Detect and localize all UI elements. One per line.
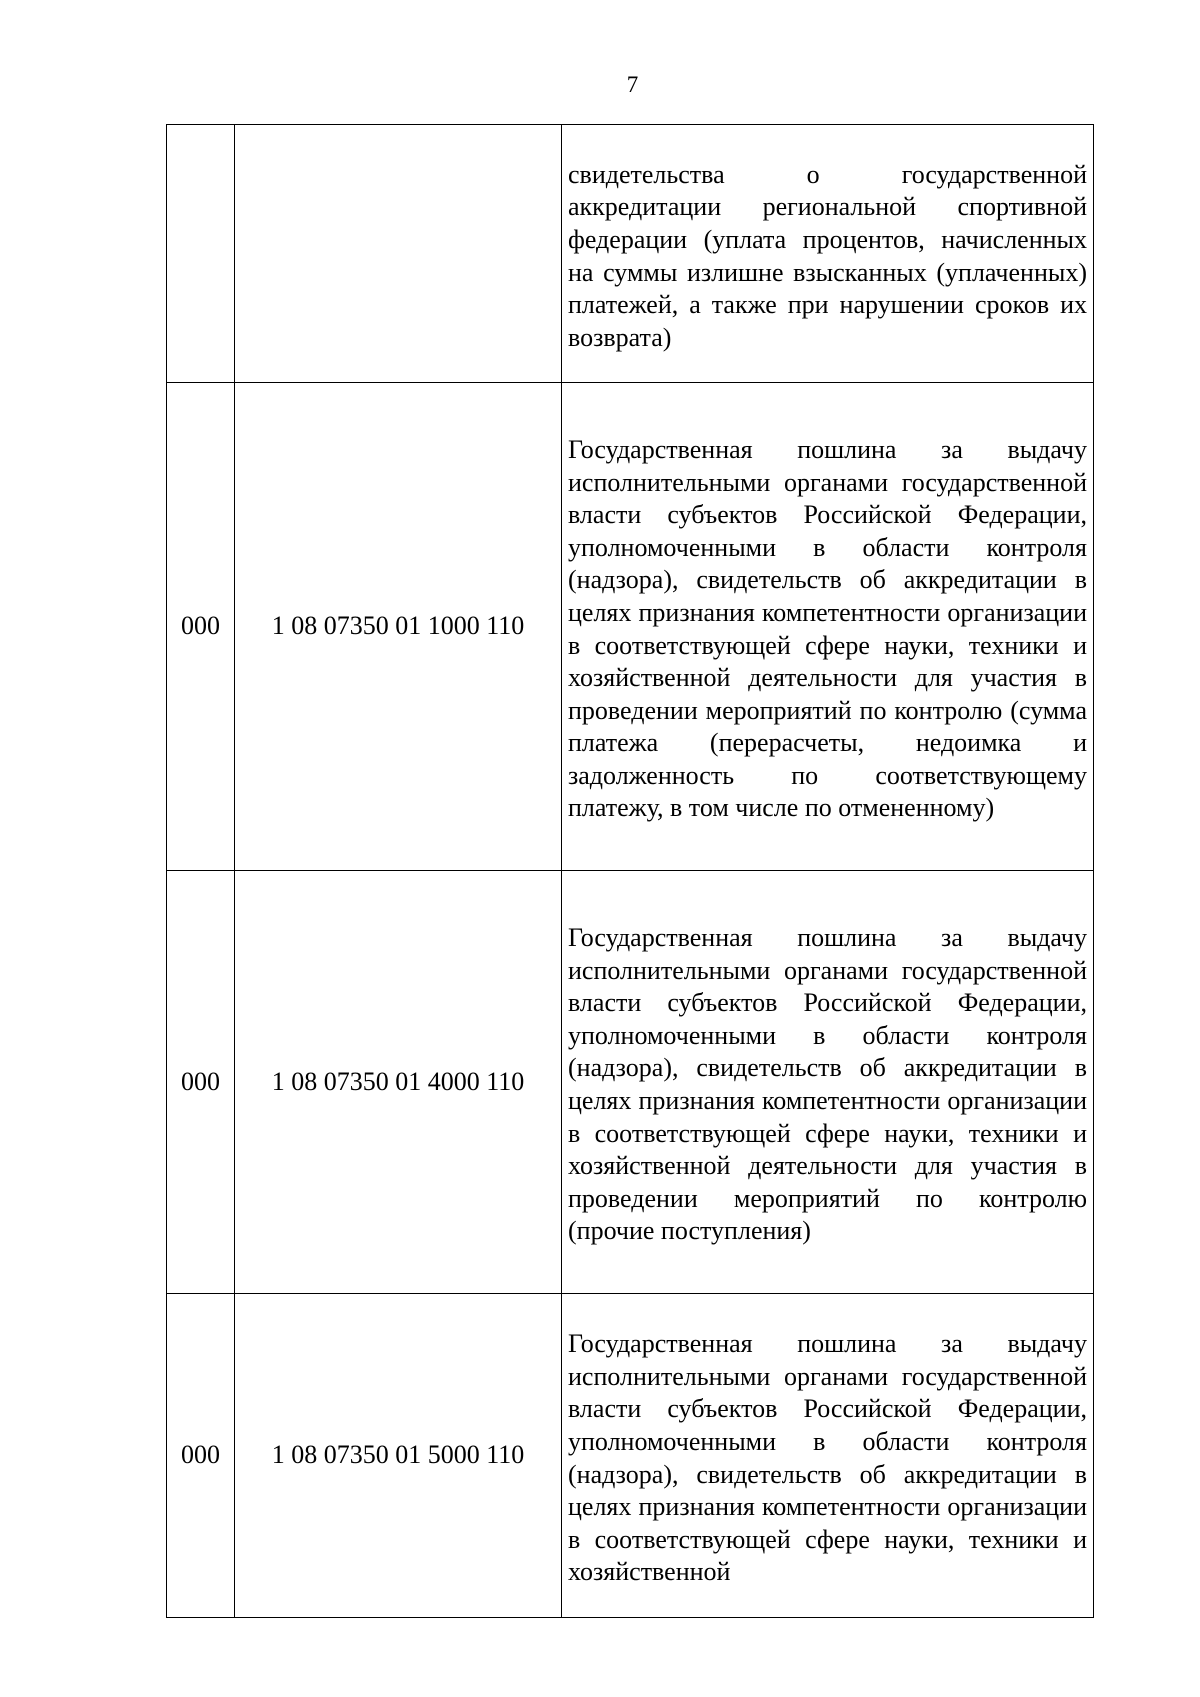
description-cell: Государственная пошлина за выдачу исполнительными органами государственной власти субъектов Российской Федерации, уполномоченными в области контроля (надзора), свидетельств об аккредитации в целях признания компетентности организации в соответствующей сфере науки, техники и хозяйственной деятельности для участия в проведении мероприятий по контролю (прочие поступления) [562, 871, 1094, 1294]
page-number: 7 [626, 72, 639, 97]
budget-code-cell: 1 08 07350 01 5000 110 [235, 1294, 562, 1618]
description-cell: свидетельства о государственной аккредитации региональной спортивной федерации (уплата процентов, начисленных на суммы излишне взысканных (уплаченных) платежей, а также при нарушении сроков их возврата) [562, 125, 1094, 383]
revenue-codes-table [166, 124, 1094, 1618]
description-cell: Государственная пошлина за выдачу исполнительными органами государственной власти субъектов Российской Федерации, уполномоченными в области контроля (надзора), свидетельств об аккредитации в целях признания компетентности организации в соответствующей сфере науки, техники и хозяйственной деятельности для участия в проведении мероприятий по контролю (сумма платежа (перерасчеты, недоимка и задолженность по соответствующему платежу, в том числе по отмененному) [562, 383, 1094, 871]
table-row [167, 383, 1094, 871]
budget-code-cell: 1 08 07350 01 1000 110 [235, 383, 562, 871]
table-row [167, 125, 1094, 383]
description-cell: Государственная пошлина за выдачу исполнительными органами государственной власти субъектов Российской Федерации, уполномоченными в области контроля (надзора), свидетельств об аккредитации в целях признания компетентности организации в соответствующей сфере науки, техники и хозяйственной [562, 1294, 1094, 1618]
budget-code-cell [235, 125, 562, 383]
admin-code-cell [167, 125, 235, 383]
table-row [167, 871, 1094, 1294]
budget-code-cell: 1 08 07350 01 4000 110 [235, 871, 562, 1294]
admin-code-cell: 000 [167, 871, 235, 1294]
admin-code-cell: 000 [167, 383, 235, 871]
table-row [167, 1294, 1094, 1618]
admin-code-cell: 000 [167, 1294, 235, 1618]
